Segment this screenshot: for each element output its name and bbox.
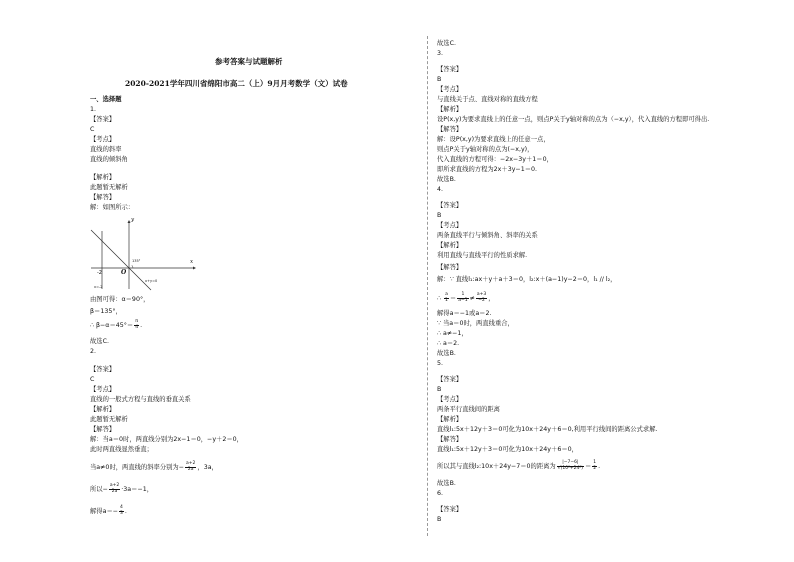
fraction-numerator: a [445,292,448,297]
fraction-numerator: π [135,319,139,324]
kaodian-text: 直线的倾斜角 [90,156,128,163]
fraction [109,484,120,494]
answer-value: B [437,212,442,219]
solution-label: 【解答】 [90,194,116,201]
solution-label: 【解答】 [437,126,463,133]
kaodian-label: 【考点】 [437,396,463,403]
analysis-text: 直线l₁:5x＋12y＋3＝0可化为10x＋24y＋6＝0,利用平行线间的距离公式求解. [437,426,658,433]
exam-title: 2020-2021学年四川省绵阳市高二（上）9月月考数学（文）试卷 [125,79,348,88]
x-axis-label: x [190,259,194,265]
column-divider [427,36,429,536]
fraction [119,506,124,516]
answer-value: C [90,376,95,383]
solution-text: 则点P关于y轴对称的点为(−x,y)， [437,146,534,153]
solution-label: 【解答】 [437,436,463,443]
fraction-numerator: |−7−6| [557,461,584,467]
fraction-denominator: −2 [478,297,485,303]
conclusion-text: 故选B. [437,350,456,357]
question-number: 1. [90,106,97,113]
solution-text [90,462,218,472]
x-eq-label: x=-2 [94,285,103,289]
question-number: 4. [437,186,444,193]
analysis-label: 【解析】 [90,174,116,181]
y-axis-label: y [131,217,135,223]
solution-text: ∴ a≠−1， [437,330,468,337]
formula-text: ∴ [437,295,442,302]
origin-label: O [121,269,127,276]
fraction-numerator: a+2 [109,483,120,488]
ratio-formula: ∴ $\frac{a}{1}$ ＝ $\frac{1}{a-1}$ ≠ $\frac{a+3}{-2}$ ， [437,292,495,303]
answer-label: 【答案】 [437,376,463,383]
answer-value: B [437,516,442,523]
answer-value: B [437,76,442,83]
fraction-numerator: 1 [457,293,468,299]
question-number: 2. [90,348,97,355]
formula-text: 所以− [90,486,108,493]
solution-text: 此时两直线显然垂直； [90,446,153,453]
formula-text: ，3a， [197,464,218,471]
solution-text: 由图可得：α＝90°， [90,296,150,303]
section-heading: 一、选择题 [90,96,122,103]
analysis-label: 【解析】 [437,242,463,249]
solution-text: 解：如图所示： [90,204,135,211]
fraction-denominator: 2a [187,466,194,472]
solution-text [90,484,153,494]
kaodian-text: 直线的一般式方程与直线的垂直关系 [90,396,191,403]
analysis-label: 【解析】 [90,406,116,413]
formula-text: 当a≠0时，两直线的斜率分别为− [90,464,184,471]
fraction-denominator: √(10²+24²) [557,465,583,471]
question-number: 3. [437,50,444,57]
kaodian-text: 直线的斜率 [90,146,122,153]
solution-text: ∵ 当a＝0时，两直线重合， [437,320,514,327]
answer-value: C [90,126,95,133]
solution-label: 【解答】 [437,264,463,271]
fraction [592,461,597,471]
conclusion-text: 故选B. [437,176,456,183]
answer-label: 【答案】 [437,506,463,513]
analysis-label: 【解析】 [437,416,463,423]
fraction [457,293,468,303]
solution-text: β＝135°， [90,308,122,315]
answer-label: 【答案】 [90,366,116,373]
kaodian-label: 【考点】 [90,386,116,393]
analysis-label: 【解析】 [437,106,463,113]
angle-label: 135° [132,259,141,263]
answer-label: 【答案】 [437,66,463,73]
conclusion-text: 故选C. [437,40,456,47]
fraction-denominator: 2a [111,488,118,494]
solution-label: 【解答】 [90,426,116,433]
solution-text: 解得a＝−1或a＝2. [437,310,492,317]
analysis-text: 设P(x,y)为要求直线上的任意一点，则点P关于y轴对称的点为（−x,y），代入直线的方程即可得出. [437,116,710,123]
angle-arc [132,265,133,268]
fraction-numerator: 1 [593,460,597,465]
solution-text: ∴ β−α＝45°＝ $\frac{\pi}{4}$ . [90,319,143,330]
formula-text: ∴ β−α＝45°＝ [90,322,134,329]
answer-value: B [437,386,442,393]
solution-text: 解：当a＝0时，两直线分别为2x−1＝0，−y＋2＝0， [90,436,243,443]
line-equation-label: x+y=0 [145,279,158,283]
answer-label: 【答案】 [437,202,463,209]
solution-text: 代入直线的方程可得：−2x−3y＋1＝0， [437,156,553,163]
kaodian-text: 两条平行直线间的距离 [437,406,500,413]
neg2-label: -2 [97,270,102,276]
solution-text: 解：设P(x,y)为要求直线上的任意一点， [437,136,550,143]
fraction-numerator: a+2 [185,461,196,466]
formula-text: 所以其与直线l₂:10x＋24y−7＝0的距离为 [437,463,556,470]
analysis-text: 利用直线与直线平行的性质求解. [437,252,528,259]
analysis-text: 此题暂无解析 [90,416,128,423]
fraction-denominator: 2 [593,465,597,471]
x-axis-arrow [193,267,196,270]
fraction [557,461,584,471]
coordinate-figure [89,217,199,292]
page-title: 参考答案与试题解析 [215,57,283,66]
fraction [185,462,196,472]
solution-text: 即所求直线的方程为2x＋3y−1＝0. [437,166,538,173]
question-number: 5. [437,360,444,367]
fraction-denominator: a−1 [458,297,468,303]
analysis-text: 此题暂无解析 [90,184,128,191]
solution-text: 解得a＝− $\frac{4}{3}$ . [90,505,127,516]
kaodian-text: 与直线关于点、直线对称的直线方程 [437,96,538,103]
fraction-denominator: 4 [135,324,139,330]
line-x-plus-y-0 [91,230,151,290]
distance-formula: 所以其与直线l₂:10x＋24y−7＝0的距离为 $\frac{|-7-6|}{\text{√(10²+24²)}}$ ＝ $\frac{1}{2}$ . [437,460,601,471]
fraction [134,320,139,330]
solution-text: 解：∵ 直线l₁:ax＋y＋a＋3＝0，l₂:x＋(a−1)y−2＝0，l₁ // l₂， [437,276,617,283]
answer-label: 【答案】 [90,116,116,123]
solution-text: ∴ a＝2. [437,340,460,347]
kaodian-label: 【考点】 [437,222,463,229]
kaodian-label: 【考点】 [437,86,463,93]
conclusion-text: 故选C. [90,338,109,345]
question-number: 6. [437,490,444,497]
fraction-numerator: 4 [120,505,123,510]
fraction-denominator: 1 [445,297,448,303]
conclusion-text: 故选B. [437,480,456,487]
formula-text: ·3a＝−1， [121,486,154,493]
formula-text: 解得a＝− [90,508,119,515]
kaodian-label: 【考点】 [90,136,116,143]
fraction-numerator: a+3 [476,292,487,297]
fraction-denominator: 3 [120,510,123,516]
fraction [444,293,449,303]
kaodian-text: 两条直线平行与倾斜角、斜率的关系 [437,232,538,239]
solution-text: 直线l₁:5x＋12y＋3＝0可化为10x＋24y＋6＝0， [437,446,578,453]
fraction [476,293,487,303]
